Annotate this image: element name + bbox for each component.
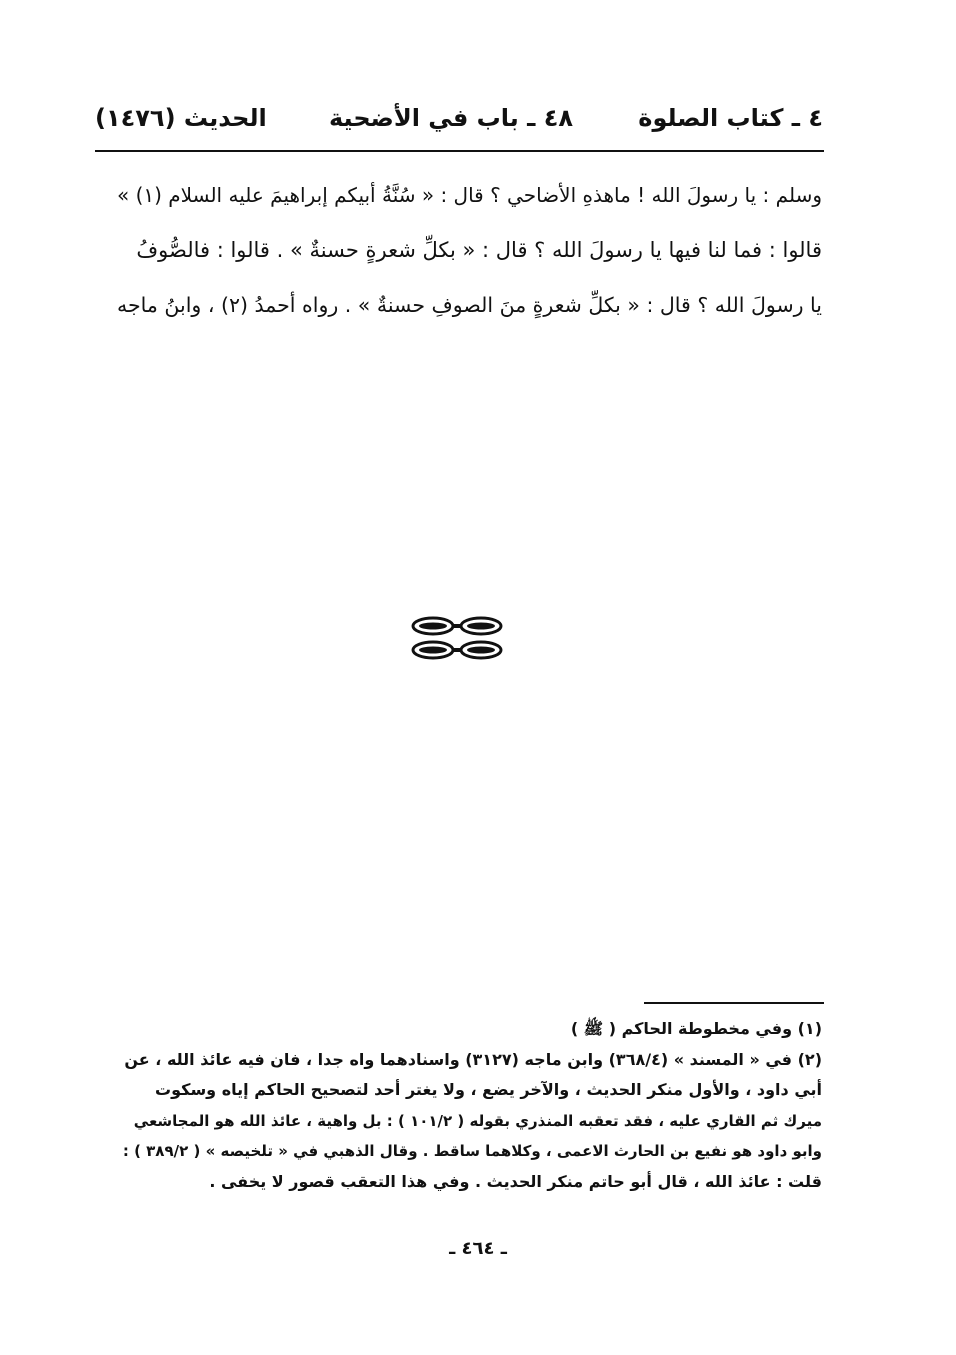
- page-number: ـ ٤٦٤ ـ: [449, 1238, 507, 1259]
- decorative-flourish-icon: [410, 614, 504, 662]
- text-line: قالوا : فما لنا فيها يا رسولَ الله ؟ قال : « بكلِّ شعرةٍ حسنةٌ » . قالوا : فالصُّوفُ: [136, 238, 822, 262]
- footnote-line: قلت : عائذ الله ، قال أبو حاتم منكر الحديث . وفي هذا التعقب قصور لا يخفى .: [209, 1171, 822, 1191]
- footnote-line: أبي داود ، والأول منكر الحديث ، والآخر يضع ، ولا يغتر أحد لتصحيح الحاكم إياه وسكوت: [155, 1080, 822, 1099]
- footnote-line: (٢) في « المسند » (٣٦٨/٤) وابن ماجه (٣١٢٧) واسنادهما واه جدا ، فان فيه عائذ الله ، عن: [124, 1049, 822, 1069]
- footnote-line: (١) وفي مخطوطة الحاكم ( ﷺ ): [570, 1019, 822, 1038]
- header-divider: [95, 150, 824, 152]
- running-header: [95, 96, 823, 146]
- hadith-number: الحديث (١٤٧٦): [95, 104, 267, 132]
- section-title: ٤٨ ـ باب في الأضحية: [329, 104, 573, 132]
- footnote-line: ميرك ثم القاري عليه ، فقد تعقبه المنذري بقوله ( ١٠١/٢ ) : بل واهية ، عائذ الله هو المجاشعي: [133, 1111, 822, 1130]
- footnote-line: وابو داود هو نفيع بن الحارث الاعمى ، وكلاهما ساقط . وقال الذهبي في « تلخيصه » ( ٣٨٩/٢ ) :: [122, 1142, 822, 1160]
- chapter-title: ٤ ـ كتاب الصلوة: [638, 104, 823, 132]
- footnote-divider: [644, 1002, 824, 1004]
- text-line: يا رسولَ الله ؟ قال : « بكلِّ شعرةٍ منَ الصوفِ حسنةٌ » . رواه أحمدُ (٢) ، وابنُ ماجه: [117, 293, 822, 317]
- footnotes: [112, 1014, 822, 1197]
- text-line: وسلم : يا رسولَ الله ! ماهذهِ الأضاحي ؟ قال : « سُنَّةُ أبيكم إبراهيمَ عليه السلام (١) »: [116, 183, 822, 207]
- main-text: [110, 168, 822, 333]
